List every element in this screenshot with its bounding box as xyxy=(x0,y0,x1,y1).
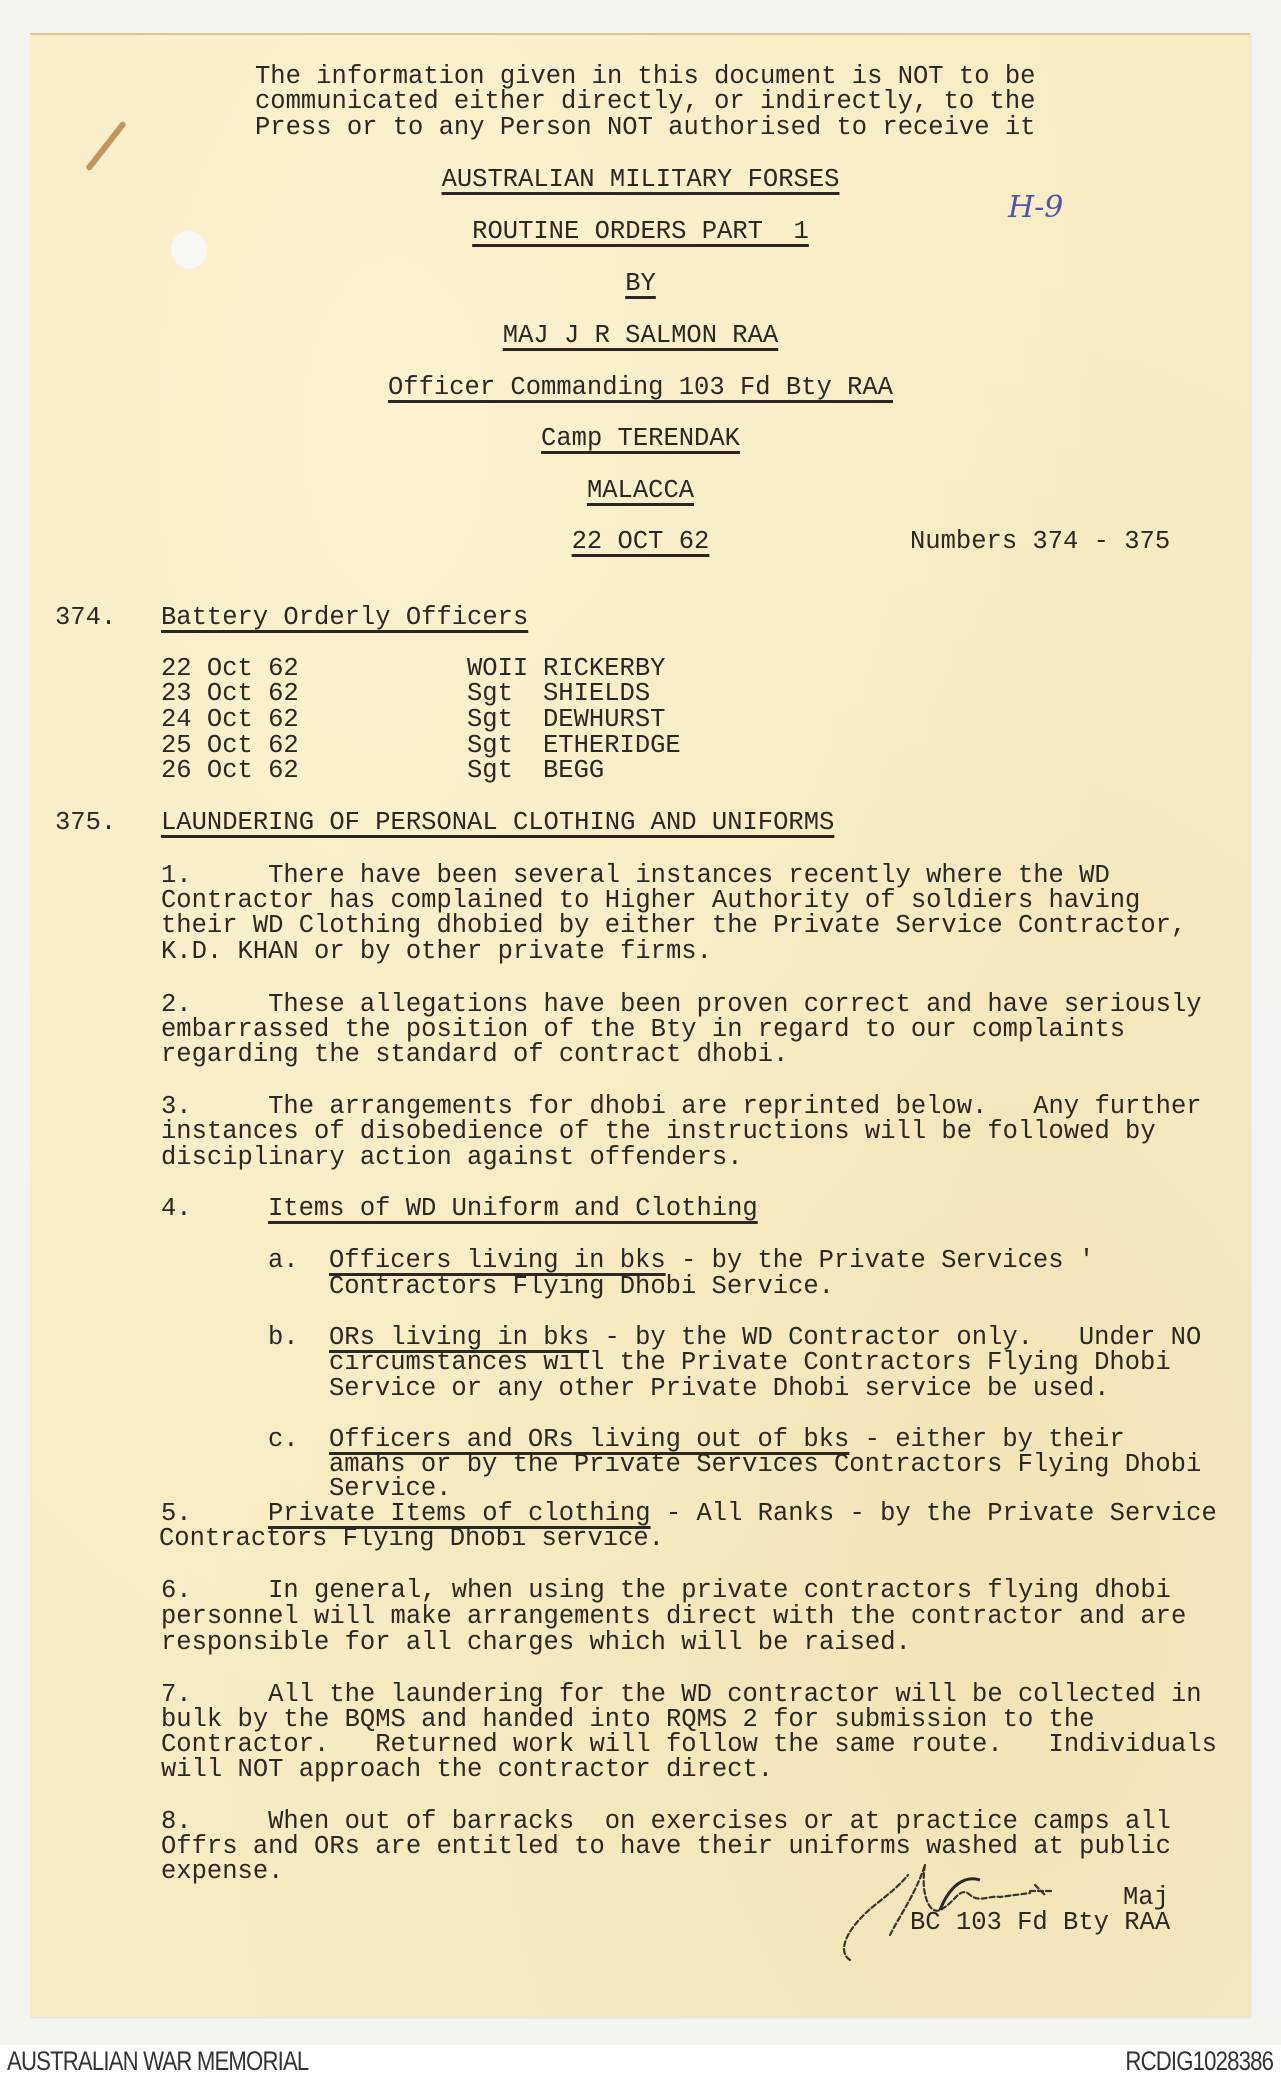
paragraph-line: 6. In general, when using the private contractors flying dhobi xyxy=(161,1576,1171,1605)
rust-stain xyxy=(85,121,127,172)
organisation-heading: AUSTRALIAN MILITARY FORSES xyxy=(441,165,840,194)
paragraph-line: expense. xyxy=(161,1857,284,1886)
paragraph-line: 7. All the laundering for the WD contractor will be collected in xyxy=(161,1680,1202,1709)
paragraph-number: 5. xyxy=(161,1499,192,1528)
roster-date: 25 Oct 62 xyxy=(161,731,299,760)
paragraph-line: embarrassed the position of the Bty in regard to our complaints xyxy=(161,1015,1126,1044)
paragraph-line: Offrs and ORs are entitled to have their uniforms washed at public xyxy=(161,1832,1171,1861)
sub-item-line: amahs or by the Private Services Contractors Flying Dhobi xyxy=(329,1450,1202,1479)
paragraph-line: 2. These allegations have been proven correct and have seriously xyxy=(161,990,1202,1019)
paragraph-line: responsible for all charges which will be raised. xyxy=(161,1628,911,1657)
paragraph-heading: Items of WD Uniform and Clothing xyxy=(268,1194,758,1223)
paragraph-line: disciplinary action against offenders. xyxy=(161,1143,743,1172)
sub-item-heading: Officers living in bks xyxy=(329,1246,666,1275)
paragraph-line: will NOT approach the contractor direct. xyxy=(161,1755,774,1784)
paragraph-line: 8. When out of barracks on exercises or at practice camps all xyxy=(161,1807,1171,1836)
paragraph-line: 1. There have been several instances recently where the WD xyxy=(161,861,1110,890)
officer-role: Officer Commanding 103 Fd Bty RAA xyxy=(388,373,893,402)
roster-name: ETHERIDGE xyxy=(543,731,681,760)
paragraph-line: regarding the standard of contract dhobi. xyxy=(161,1040,789,1069)
disclaimer-line: Press or to any Person NOT authorised to receive it xyxy=(255,113,1036,142)
camp-name: Camp TERENDAK xyxy=(541,424,740,453)
handwritten-reference: H-9 xyxy=(1008,190,1064,225)
order-number: 375. xyxy=(55,808,117,837)
order-number: 374. xyxy=(55,603,117,632)
sub-item-text: - by the WD Contractor only. Under NO xyxy=(589,1323,1202,1352)
location: MALACCA xyxy=(586,476,695,505)
paragraph-line: bulk by the BQMS and handed into RQMS 2 for submission to the xyxy=(161,1705,1095,1734)
order-title: Battery Orderly Officers xyxy=(161,603,529,632)
sub-item-letter: b. xyxy=(268,1323,299,1352)
roster-name: RICKERBY xyxy=(543,654,666,683)
paragraph-heading: Private Items of clothing xyxy=(268,1499,651,1528)
paragraph-line: Contractor has complained to Higher Authority of soldiers having xyxy=(161,886,1141,915)
order-numbers: Numbers 374 - 375 xyxy=(910,527,1171,556)
paragraph-line: their WD Clothing dhobied by either the Private Service Contractor, xyxy=(161,911,1187,940)
paragraph-line: 3. The arrangements for dhobi are reprinted below. Any further xyxy=(161,1092,1202,1121)
paragraph-line: Contractor. Returned work will follow the same route. Individuals xyxy=(161,1730,1217,1759)
sub-item-line: Service. xyxy=(329,1474,452,1503)
paragraph-line: instances of disobedience of the instructions will be followed by xyxy=(161,1117,1156,1146)
roster-name: BEGG xyxy=(543,756,605,785)
roster-name: DEWHURST xyxy=(543,705,666,734)
sub-item-heading: ORs living in bks xyxy=(329,1323,590,1352)
order-title: LAUNDERING OF PERSONAL CLOTHING AND UNIFORMS xyxy=(161,808,835,837)
archive-reference: RCDIG1028386 xyxy=(1125,2046,1273,2076)
roster-date: 24 Oct 62 xyxy=(161,705,299,734)
document-title: ROUTINE ORDERS PART 1 xyxy=(472,217,809,246)
disclaimer-line: The information given in this document is NOT to be xyxy=(255,62,1036,91)
sub-item-heading: Officers and ORs living out of bks xyxy=(329,1425,850,1454)
roster-date: 26 Oct 62 xyxy=(161,756,299,785)
sub-item-letter: c. xyxy=(268,1425,299,1454)
roster-rank: Sgt xyxy=(467,679,513,708)
roster-date: 23 Oct 62 xyxy=(161,679,299,708)
paragraph-line: personnel will make arrangements direct with the contractor and are xyxy=(161,1602,1187,1631)
sub-item-text: - by the Private Services ' xyxy=(665,1246,1095,1275)
paragraph-line: K.D. KHAN or by other private firms. xyxy=(161,937,712,966)
order-date: 22 OCT 62 xyxy=(571,527,710,556)
paragraph-text: - All Ranks - by the Private Service xyxy=(650,1499,1217,1528)
issuing-officer: MAJ J R SALMON RAA xyxy=(502,321,779,350)
roster-rank: Sgt xyxy=(467,705,513,734)
paragraph-number: 4. xyxy=(161,1194,192,1223)
archive-institution: AUSTRALIAN WAR MEMORIAL xyxy=(7,2046,309,2076)
roster-name: SHIELDS xyxy=(543,679,651,708)
sub-item-line: Contractors Flying Dhobi Service. xyxy=(329,1272,834,1301)
sub-item-line: Service or any other Private Dhobi service be used. xyxy=(329,1374,1110,1403)
roster-rank: Sgt xyxy=(467,731,513,760)
signatory-rank: Maj xyxy=(1123,1883,1169,1912)
sub-item-text: - either by their xyxy=(849,1425,1125,1454)
sub-item-letter: a. xyxy=(268,1246,299,1275)
by-label: BY xyxy=(625,269,656,298)
roster-rank: WOII xyxy=(467,654,529,683)
paragraph-line: Contractors Flying Dhobi service. xyxy=(159,1524,664,1553)
signatory-appointment: BC 103 Fd Bty RAA xyxy=(910,1908,1171,1937)
sub-item-line: circumstances will the Private Contractors Flying Dhobi xyxy=(329,1348,1171,1377)
roster-date: 22 Oct 62 xyxy=(161,654,299,683)
roster-rank: Sgt xyxy=(467,756,513,785)
disclaimer-line: communicated either directly, or indirectly, to the xyxy=(255,87,1036,116)
